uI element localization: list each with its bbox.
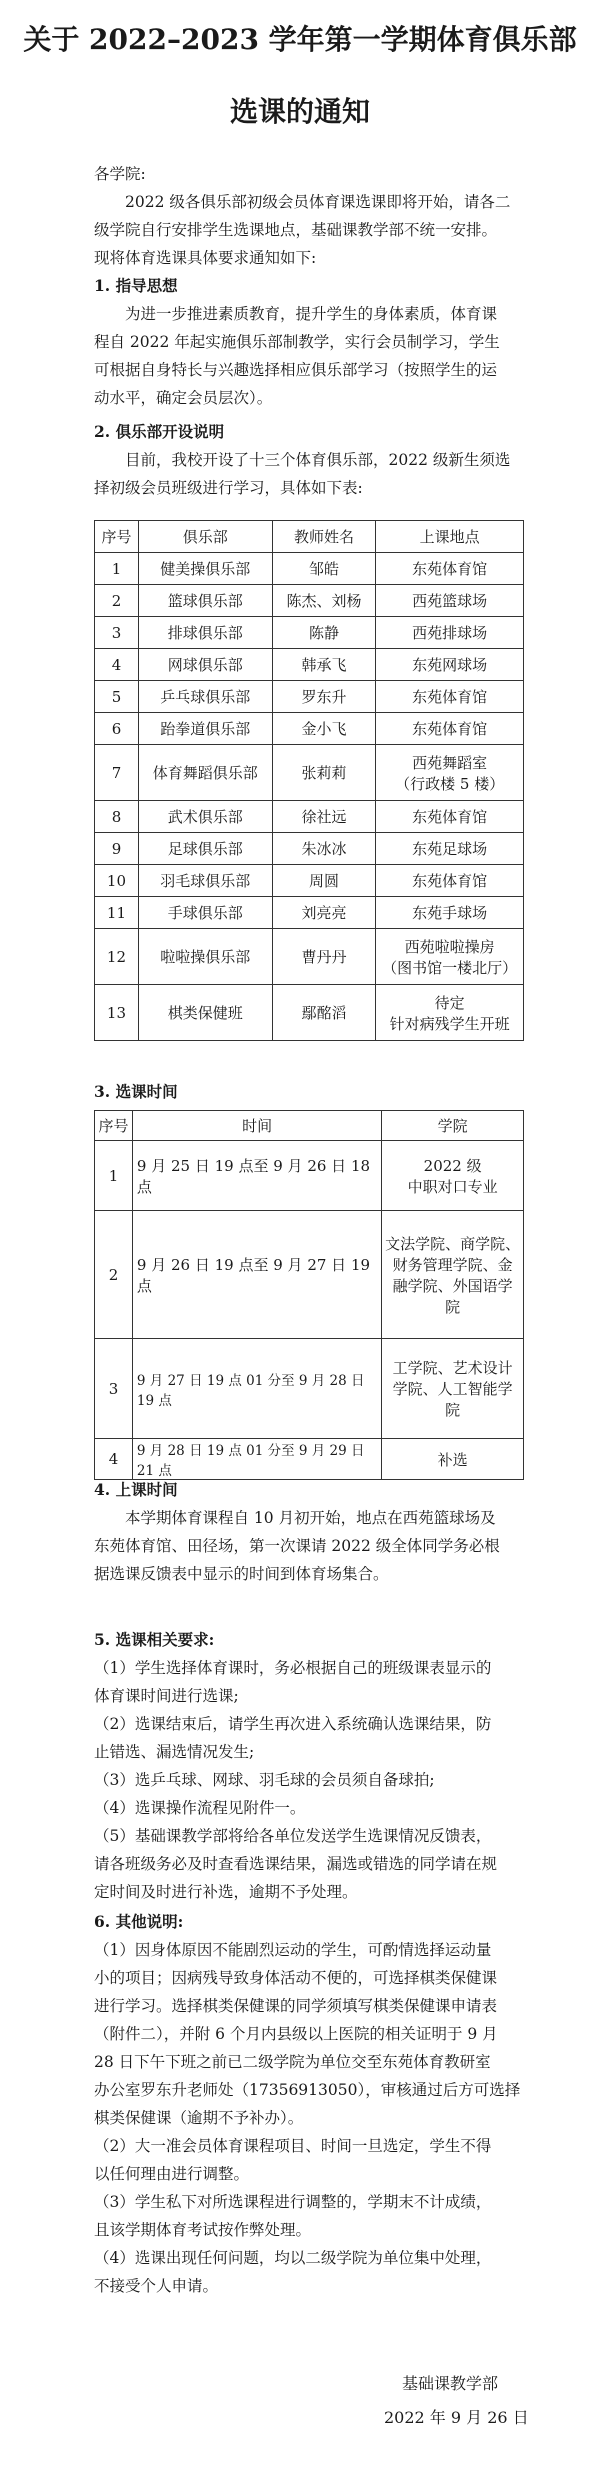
section-2-heading: 2. 俱乐部开设说明 <box>94 422 225 441</box>
schedule-table <box>94 1110 524 1480</box>
row-teacher: 周圆 <box>272 865 376 897</box>
table-row <box>95 1211 524 1339</box>
row-place: 西苑排球场 <box>376 617 524 649</box>
row-club: 网球俱乐部 <box>138 649 272 681</box>
section-2-line: 择初级会员班级进行学习，具体如下表: <box>94 479 363 497</box>
row-place: 东苑体育馆 <box>376 553 524 585</box>
row-college-line: 院 <box>445 1401 461 1419</box>
header-place: 上课地点 <box>376 521 524 553</box>
row-place-line-1: 西苑啦啦操房 <box>404 937 495 956</box>
section-6-line: （3）学生私下对所选课程进行调整的，学期末不计成绩， <box>94 2193 492 2211</box>
table-row <box>95 585 524 617</box>
section-6-line: 且该学期体育考试按作弊处理。 <box>94 2221 312 2239</box>
section-6-line: 28 日下午下班之前已二级学院为单位交至东苑体育教研室 <box>94 2053 491 2071</box>
clubs-table-header <box>95 521 524 553</box>
row-place <box>376 985 524 1041</box>
section-4-line: 东苑体育馆、田径场，第一次课请 2022 级全体同学务必根 <box>94 1537 500 1555</box>
row-place: 东苑体育馆 <box>376 713 524 745</box>
section-5-line: 定时间及时进行补选，逾期不予处理。 <box>94 1883 358 1901</box>
row-club: 健美操俱乐部 <box>138 553 272 585</box>
row-no: 12 <box>95 929 139 985</box>
row-no: 11 <box>95 897 139 929</box>
section-6-line: 以任何理由进行调整。 <box>94 2165 250 2183</box>
table-row <box>95 1339 524 1439</box>
row-college-line: 学院、人工智能学 <box>392 1380 513 1398</box>
clubs-table <box>94 520 524 1041</box>
row-place: 东苑网球场 <box>376 649 524 681</box>
section-5-line: （3）选乒乓球、网球、羽毛球的会员须自备球拍; <box>94 1771 435 1789</box>
row-teacher: 朱冰冰 <box>272 833 376 865</box>
row-club: 跆拳道俱乐部 <box>138 713 272 745</box>
row-place-line-1: 西苑舞蹈室 <box>412 753 488 772</box>
table-row <box>95 681 524 713</box>
row-club: 手球俱乐部 <box>138 897 272 929</box>
row-time: 9 月 26 日 19 点至 9 月 27 日 19 点 <box>132 1211 381 1339</box>
row-place: 东苑足球场 <box>376 833 524 865</box>
section-6-line: 办公室罗东升老师处（17356913050），审核通过后方可选择 <box>94 2081 521 2099</box>
row-place <box>376 929 524 985</box>
section-5-line: （1）学生选择体育课时，务必根据自己的班级课表显示的 <box>94 1659 492 1677</box>
row-club: 足球俱乐部 <box>138 833 272 865</box>
section-6-line: 棋类保健课（逾期不予补办）。 <box>94 2109 304 2127</box>
section-5-line: 体育课时间进行选课; <box>94 1687 239 1705</box>
row-place-line-2: 针对病残学生开班 <box>389 1014 510 1033</box>
row-college-line: 院 <box>445 1297 461 1316</box>
row-teacher: 邹皓 <box>272 553 376 585</box>
section-5-heading: 5. 选课相关要求: <box>94 1630 215 1649</box>
section-1-line: 可根据自身特长与兴趣选择相应俱乐部学习（按照学生的运 <box>94 361 498 379</box>
row-no: 7 <box>95 745 139 801</box>
table-row <box>95 985 524 1041</box>
row-no: 1 <box>95 1141 133 1211</box>
row-club: 篮球俱乐部 <box>138 585 272 617</box>
row-teacher: 韩承飞 <box>272 649 376 681</box>
document-title-line-1: 关于 2022–2023 学年第一学期体育俱乐部 <box>23 23 577 56</box>
table-row <box>95 801 524 833</box>
row-college-line: 财务管理学院、金 <box>392 1255 513 1274</box>
row-club: 啦啦操俱乐部 <box>138 929 272 985</box>
intro-line: 现将体育选课具体要求通知如下: <box>94 249 317 267</box>
section-6-line: 进行学习。选择棋类保健课的同学须填写棋类保健课申请表 <box>94 1997 498 2015</box>
section-4-heading: 4. 上课时间 <box>94 1480 178 1499</box>
header-college: 学院 <box>382 1111 524 1141</box>
row-no: 9 <box>95 833 139 865</box>
section-6-line: （1）因身体原因不能剧烈运动的学生，可酌情选择运动量 <box>94 1941 492 1959</box>
section-5-line: 止错选、漏选情况发生; <box>94 1743 255 1761</box>
row-no: 5 <box>95 681 139 713</box>
row-teacher: 陈静 <box>272 617 376 649</box>
row-club: 武术俱乐部 <box>138 801 272 833</box>
row-no: 2 <box>95 1211 133 1339</box>
row-no: 10 <box>95 865 139 897</box>
section-5-line: （2）选课结束后，请学生再次进入系统确认选课结果，防 <box>94 1715 492 1733</box>
header-teacher: 教师姓名 <box>272 521 376 553</box>
row-college-line: 2022 级 <box>423 1156 482 1175</box>
row-college: 补选 <box>382 1439 524 1480</box>
row-teacher: 徐社远 <box>272 801 376 833</box>
row-time: 9 月 27 日 19 点 01 分至 9 月 28 日 19 点 <box>132 1339 381 1439</box>
document-title-line-2: 选课的通知 <box>229 95 370 128</box>
table-row <box>95 617 524 649</box>
section-4-line: 本学期体育课程自 10 月初开始，地点在西苑篮球场及 <box>94 1509 496 1527</box>
row-teacher: 陈杰、刘杨 <box>272 585 376 617</box>
signature-date: 2022 年 9 月 26 日 <box>384 2408 529 2427</box>
section-6-line: 不接受个人申请。 <box>94 2277 219 2295</box>
row-club: 羽毛球俱乐部 <box>138 865 272 897</box>
row-club: 乒乓球俱乐部 <box>138 681 272 713</box>
header-time: 时间 <box>132 1111 381 1141</box>
table-row <box>95 745 524 801</box>
row-teacher: 金小飞 <box>272 713 376 745</box>
row-teacher: 张莉莉 <box>272 745 376 801</box>
signature-department: 基础课教学部 <box>402 2374 499 2393</box>
table-row <box>95 929 524 985</box>
table-row <box>95 833 524 865</box>
row-no: 2 <box>95 585 139 617</box>
row-place-line-2: （图书馆一楼北厅） <box>382 958 518 977</box>
table-row <box>95 1439 524 1480</box>
salutation: 各学院: <box>94 165 146 183</box>
section-1-line: 动水平，确定会员层次）。 <box>94 389 273 407</box>
schedule-table-header <box>95 1111 524 1141</box>
table-row <box>95 553 524 585</box>
section-2-line: 目前，我校开设了十三个体育俱乐部，2022 级新生须选 <box>94 451 511 469</box>
table-row <box>95 1141 524 1211</box>
table-row <box>95 649 524 681</box>
row-college-line: 工学院、艺术设计 <box>392 1359 513 1377</box>
section-5-line: （5）基础课教学部将给各单位发送学生选课情况反馈表， <box>94 1827 492 1845</box>
row-no: 4 <box>95 1439 133 1480</box>
section-3-heading: 3. 选课时间 <box>94 1082 178 1101</box>
row-teacher: 刘亮亮 <box>272 897 376 929</box>
section-6-line: （4）选课出现任何问题，均以二级学院为单位集中处理， <box>94 2249 492 2267</box>
row-no: 1 <box>95 553 139 585</box>
section-1-line: 为进一步推进素质教育，提升学生的身体素质，体育课 <box>94 305 498 323</box>
row-time: 9 月 25 日 19 点至 9 月 26 日 18 点 <box>132 1141 381 1211</box>
row-college <box>382 1339 524 1439</box>
row-no: 8 <box>95 801 139 833</box>
row-college <box>382 1211 524 1339</box>
row-teacher: 鄢酩滔 <box>272 985 376 1041</box>
section-1-line: 程自 2022 年起实施俱乐部制教学，实行会员制学习，学生 <box>94 333 500 351</box>
section-6-line: （2）大一准会员体育课程项目、时间一旦选定，学生不得 <box>94 2137 492 2155</box>
row-place <box>376 745 524 801</box>
row-college-line: 融学院、外国语学 <box>392 1276 513 1295</box>
row-college <box>382 1141 524 1211</box>
row-teacher: 曹丹丹 <box>272 929 376 985</box>
table-row <box>95 713 524 745</box>
table-row <box>95 897 524 929</box>
section-6-heading: 6. 其他说明: <box>94 1912 184 1931</box>
row-place: 东苑体育馆 <box>376 865 524 897</box>
section-5-line: （4）选课操作流程见附件一。 <box>94 1799 306 1817</box>
row-no: 6 <box>95 713 139 745</box>
table-row <box>95 865 524 897</box>
row-college-line: 中职对口专业 <box>407 1177 498 1196</box>
intro-line: 2022 级各俱乐部初级会员体育课选课即将开始，请各二 <box>94 193 511 211</box>
row-no: 4 <box>95 649 139 681</box>
row-place-line-2: （行政楼 5 楼） <box>395 774 505 793</box>
section-1-heading: 1. 指导思想 <box>94 276 178 295</box>
section-5-line: 请各班级务必及时查看选课结果，漏选或错选的同学请在规 <box>94 1855 498 1873</box>
section-6-line: 小的项目；因病残导致身体活动不便的，可选择棋类保健课 <box>94 1969 498 1987</box>
row-place-line-1: 待定 <box>434 993 465 1012</box>
header-no: 序号 <box>95 521 139 553</box>
row-no: 3 <box>95 1339 133 1439</box>
row-club: 排球俱乐部 <box>138 617 272 649</box>
row-place: 东苑体育馆 <box>376 681 524 713</box>
row-no: 3 <box>95 617 139 649</box>
header-no: 序号 <box>95 1111 133 1141</box>
row-club: 体育舞蹈俱乐部 <box>138 745 272 801</box>
row-teacher: 罗东升 <box>272 681 376 713</box>
header-club: 俱乐部 <box>138 521 272 553</box>
row-club: 棋类保健班 <box>138 985 272 1041</box>
row-time: 9 月 28 日 19 点 01 分至 9 月 29 日 21 点 <box>132 1439 381 1480</box>
row-no: 13 <box>95 985 139 1041</box>
section-6-line: （附件二），并附 6 个月内县级以上医院的相关证明于 9 月 <box>94 2025 498 2043</box>
row-college-line: 文法学院、商学院、 <box>385 1234 521 1253</box>
row-place: 西苑篮球场 <box>376 585 524 617</box>
row-place: 东苑体育馆 <box>376 801 524 833</box>
row-place: 东苑手球场 <box>376 897 524 929</box>
section-4-line: 据选课反馈表中显示的时间到体育场集合。 <box>94 1565 389 1583</box>
intro-line: 级学院自行安排学生选课地点，基础课教学部不统一安排。 <box>94 221 498 239</box>
